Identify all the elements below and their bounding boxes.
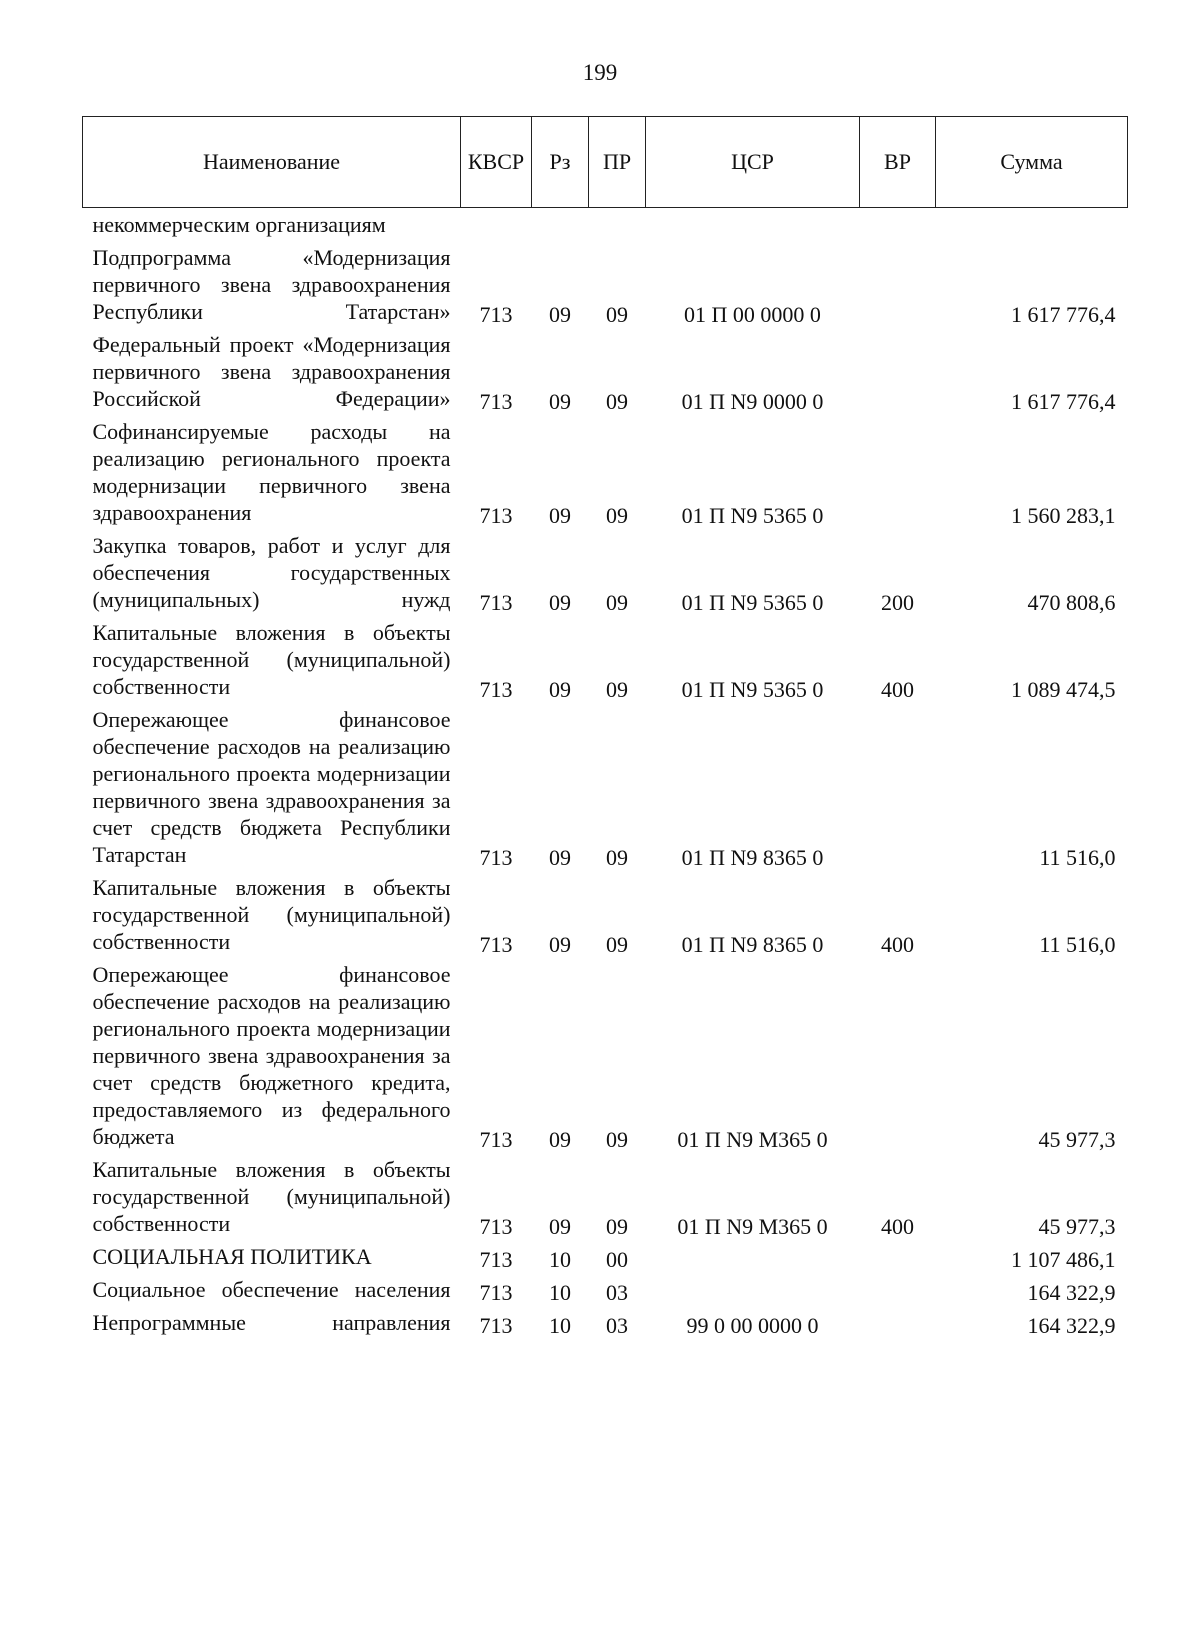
header-kvsr: КВСР [461, 117, 532, 208]
row-csr: 01 П N9 5365 0 [681, 590, 824, 615]
row-name: Капитальные вложения в объекты государственной (муниципальной) собственности [92, 620, 451, 699]
table-header [83, 117, 1128, 208]
row-vr [860, 415, 936, 529]
table-row [83, 1153, 1128, 1240]
row-vr [860, 208, 936, 242]
row-sum: 1 617 776,4 [1011, 389, 1116, 414]
row-rz: 10 [549, 1247, 571, 1272]
row-csr [646, 1273, 860, 1306]
row-pr: 00 [606, 1247, 628, 1272]
row-rz: 09 [549, 1214, 571, 1239]
row-rz: 09 [549, 503, 571, 528]
row-sum: 1 107 486,1 [1011, 1247, 1116, 1272]
budget-table [82, 116, 1128, 1339]
row-kvsr: 713 [479, 389, 513, 414]
row-pr: 09 [606, 302, 628, 327]
row-name: Капитальные вложения в объекты государственной (муниципальной) собственности [92, 875, 451, 954]
table-row [83, 958, 1128, 1153]
row-vr: 400 [881, 932, 914, 957]
row-pr: 09 [606, 1214, 628, 1239]
row-csr: 01 П N9 8365 0 [681, 845, 824, 870]
row-kvsr: 713 [479, 845, 513, 870]
row-rz: 10 [549, 1313, 571, 1338]
row-name: Софинансируемые расходы на реализацию регионального проекта модернизации первичного звена здравоохранения [92, 419, 451, 525]
row-csr [646, 1240, 860, 1273]
row-csr: 01 П N9 8365 0 [681, 932, 824, 957]
header-vr: ВР [860, 117, 936, 208]
table-row [83, 1240, 1128, 1273]
row-vr [860, 958, 936, 1153]
row-rz: 10 [549, 1280, 571, 1305]
row-name: Непрограммные направления [92, 1310, 451, 1335]
row-csr: 01 П N9 0000 0 [681, 389, 824, 414]
row-name: Федеральный проект «Модернизация первичного звена здравоохранения Российской Федерации» [92, 332, 451, 411]
row-sum: 470 808,6 [1027, 590, 1116, 615]
row-kvsr: 713 [479, 932, 513, 957]
row-vr [860, 1273, 936, 1306]
row-pr: 09 [606, 932, 628, 957]
row-rz [532, 208, 589, 242]
table-row [83, 415, 1128, 529]
row-rz: 09 [549, 845, 571, 870]
row-name: Опережающее финансовое обеспечение расходов на реализацию регионального проекта модернизации первичного звена здравоохранения за счет средств бюджета Республики Татарстан [92, 707, 451, 867]
row-pr [589, 208, 646, 242]
row-sum: 45 977,3 [1038, 1127, 1116, 1152]
row-csr: 01 П 00 0000 0 [684, 302, 821, 327]
row-kvsr: 713 [479, 503, 513, 528]
row-kvsr: 713 [479, 677, 513, 702]
row-name: Капитальные вложения в объекты государственной (муниципальной) собственности [92, 1157, 451, 1236]
row-pr: 09 [606, 1127, 628, 1152]
row-sum: 11 516,0 [1039, 932, 1116, 957]
row-sum: 164 322,9 [1027, 1313, 1116, 1338]
row-rz: 09 [549, 1127, 571, 1152]
budget-table-container [82, 116, 1127, 1339]
table-row [83, 328, 1128, 415]
row-vr: 400 [881, 1214, 914, 1239]
row-kvsr: 713 [479, 302, 513, 327]
row-rz: 09 [549, 302, 571, 327]
row-kvsr: 713 [479, 1313, 513, 1338]
row-vr: 200 [881, 590, 914, 615]
row-rz: 09 [549, 932, 571, 957]
row-sum: 1 560 283,1 [1011, 503, 1116, 528]
row-name: Опережающее финансовое обеспечение расходов на реализацию регионального проекта модернизации первичного звена здравоохранения за счет средств бюджетного кредита, предоставляемого из федерального бюджета [92, 962, 451, 1149]
row-csr: 01 П N9 5365 0 [681, 677, 824, 702]
header-csr: ЦСР [646, 117, 860, 208]
row-rz: 09 [549, 590, 571, 615]
row-vr [860, 328, 936, 415]
row-csr: 01 П N9 М365 0 [677, 1214, 828, 1239]
row-kvsr [461, 208, 532, 242]
table-row [83, 703, 1128, 871]
page-number: 199 [582, 60, 618, 85]
row-vr [860, 703, 936, 871]
table-row [83, 529, 1128, 616]
table-row [83, 208, 1128, 242]
row-name: СОЦИАЛЬНАЯ ПОЛИТИКА [92, 1244, 372, 1269]
row-pr: 09 [606, 503, 628, 528]
row-csr [646, 208, 860, 242]
row-sum: 11 516,0 [1039, 845, 1116, 870]
row-name: Закупка товаров, работ и услуг для обеспечения государственных (муниципальных) нужд [92, 533, 451, 612]
table-row [83, 871, 1128, 958]
row-kvsr: 713 [479, 590, 513, 615]
row-vr [860, 241, 936, 328]
header-pr: ПР [589, 117, 646, 208]
header-row [83, 117, 1128, 208]
header-name: Наименование [83, 117, 461, 208]
row-kvsr: 713 [479, 1127, 513, 1152]
row-vr [860, 1240, 936, 1273]
row-pr: 03 [606, 1280, 628, 1305]
table-row [83, 616, 1128, 703]
row-sum: 1 617 776,4 [1011, 302, 1116, 327]
row-name: Подпрограмма «Модернизация первичного звена здравоохранения Республики Татарстан» [92, 245, 451, 324]
row-kvsr: 713 [479, 1247, 513, 1272]
row-name: некоммерческим организациям [92, 212, 386, 237]
row-pr: 09 [606, 389, 628, 414]
row-csr: 01 П N9 5365 0 [681, 503, 824, 528]
row-name: Социальное обеспечение населения [92, 1277, 451, 1302]
row-rz: 09 [549, 389, 571, 414]
row-kvsr: 713 [479, 1280, 513, 1305]
table-row [83, 241, 1128, 328]
row-vr [860, 1306, 936, 1339]
header-sum: Сумма [936, 117, 1128, 208]
row-pr: 09 [606, 590, 628, 615]
row-pr: 03 [606, 1313, 628, 1338]
table-row [83, 1273, 1128, 1306]
table-body [83, 208, 1128, 1340]
row-sum: 45 977,3 [1038, 1214, 1116, 1239]
row-pr: 09 [606, 845, 628, 870]
row-csr: 01 П N9 М365 0 [677, 1127, 828, 1152]
row-vr: 400 [881, 677, 914, 702]
row-csr: 99 0 00 0000 0 [686, 1313, 819, 1338]
row-kvsr: 713 [479, 1214, 513, 1239]
row-rz: 09 [549, 677, 571, 702]
table-row [83, 1306, 1128, 1339]
row-sum: 1 089 474,5 [1011, 677, 1116, 702]
row-sum [936, 208, 1128, 242]
row-sum: 164 322,9 [1027, 1280, 1116, 1305]
row-pr: 09 [606, 677, 628, 702]
header-rz: Рз [532, 117, 589, 208]
